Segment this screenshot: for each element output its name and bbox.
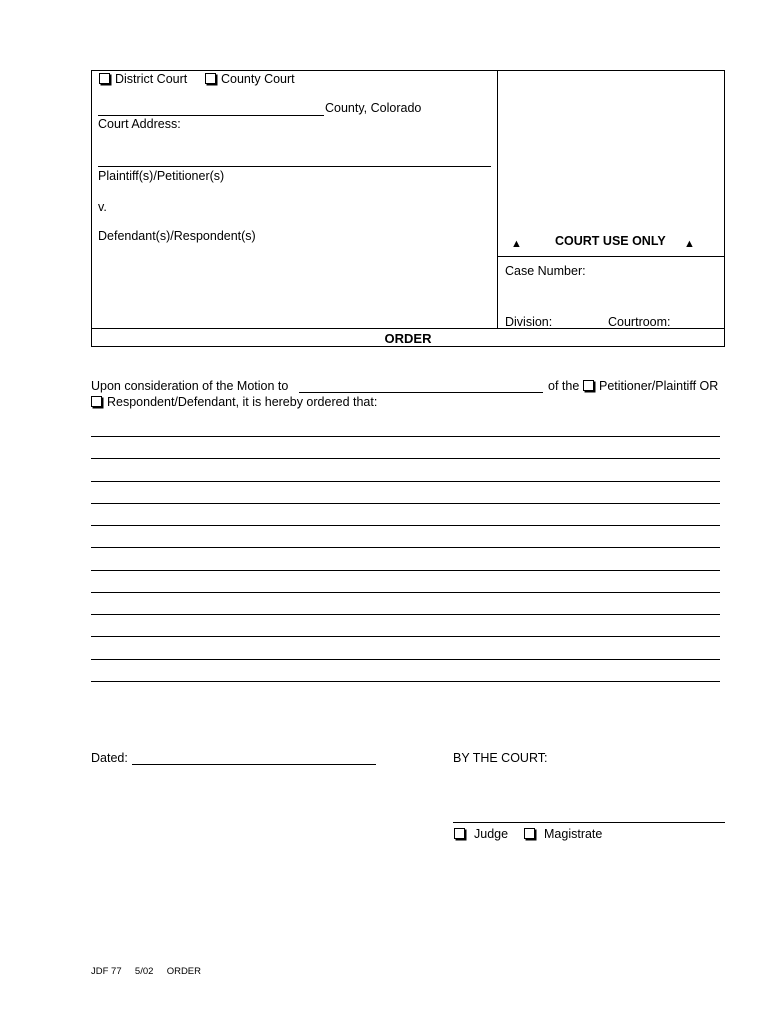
- court-use-divider: [497, 256, 725, 257]
- district-court-label: District Court: [115, 72, 188, 86]
- order-text-line[interactable]: [91, 636, 720, 637]
- form-id: JDF 77: [91, 966, 122, 977]
- magistrate-option[interactable]: [524, 827, 602, 841]
- county-suffix: County, Colorado: [325, 101, 422, 115]
- order-text-line[interactable]: [91, 614, 720, 615]
- district-court-checkbox[interactable]: [99, 73, 110, 84]
- magistrate-label: Magistrate: [544, 827, 603, 841]
- order-text-line[interactable]: [91, 436, 720, 437]
- versus-label: v.: [98, 200, 107, 214]
- order-text-line[interactable]: [91, 570, 720, 571]
- order-text-line[interactable]: [91, 547, 720, 548]
- dated-field[interactable]: [132, 764, 376, 765]
- respondent-label: Respondent/Defendant, it is hereby ordered that:: [107, 395, 378, 409]
- magistrate-checkbox[interactable]: [524, 828, 535, 839]
- order-text-line[interactable]: [91, 681, 720, 682]
- petitioner-label: Petitioner/Plaintiff OR: [599, 379, 719, 393]
- up-arrow-icon: ▲: [684, 238, 695, 250]
- motion-prefix: Upon consideration of the Motion to: [91, 379, 289, 393]
- footer: [91, 966, 201, 977]
- judge-label: Judge: [474, 827, 509, 841]
- of-the-label: of the: [548, 379, 580, 393]
- respondent-checkbox[interactable]: [91, 396, 102, 407]
- county-court-label: County Court: [221, 72, 295, 86]
- signature-line[interactable]: [453, 822, 725, 823]
- order-text-line[interactable]: [91, 481, 720, 482]
- order-text-line[interactable]: [91, 659, 720, 660]
- county-name-field[interactable]: [98, 115, 324, 116]
- judge-checkbox[interactable]: [454, 828, 465, 839]
- plaintiff-name-field[interactable]: [98, 166, 491, 167]
- dated-label: Dated:: [91, 751, 128, 765]
- by-the-court-label: BY THE COURT:: [453, 751, 548, 765]
- caption-column-divider: [497, 70, 498, 328]
- court-address-label: Court Address:: [98, 117, 181, 131]
- division-label: Division:: [505, 315, 553, 329]
- petitioner-option[interactable]: [583, 379, 718, 393]
- county-court-option[interactable]: [205, 72, 295, 86]
- form-name: ORDER: [166, 966, 201, 977]
- order-text-line[interactable]: [91, 503, 720, 504]
- court-use-only-label: COURT USE ONLY: [555, 234, 666, 248]
- judge-option[interactable]: [454, 827, 508, 841]
- courtroom-label: Courtroom:: [608, 315, 671, 329]
- case-number-label: Case Number:: [505, 264, 586, 278]
- respondent-option[interactable]: [91, 395, 377, 409]
- order-text-line[interactable]: [91, 458, 720, 459]
- order-title: ORDER: [384, 331, 432, 346]
- district-court-option[interactable]: [99, 72, 187, 86]
- order-text-line[interactable]: [91, 592, 720, 593]
- form-revision: 5/02: [134, 966, 154, 977]
- motion-field[interactable]: [299, 392, 543, 393]
- county-court-checkbox[interactable]: [205, 73, 216, 84]
- order-text-line[interactable]: [91, 525, 720, 526]
- up-arrow-icon: ▲: [511, 238, 522, 250]
- plaintiff-label: Plaintiff(s)/Petitioner(s): [98, 169, 225, 183]
- defendant-label: Defendant(s)/Respondent(s): [98, 229, 256, 243]
- petitioner-checkbox[interactable]: [583, 380, 594, 391]
